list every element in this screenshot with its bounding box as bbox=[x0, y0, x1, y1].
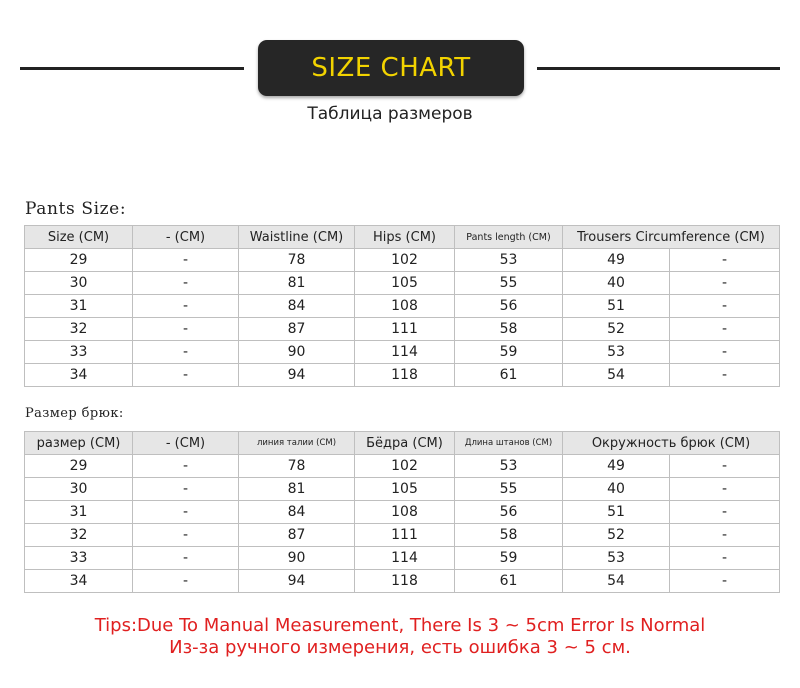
table-cell: 51 bbox=[563, 295, 670, 318]
table-row bbox=[25, 547, 780, 570]
table-cell: - bbox=[670, 570, 780, 593]
header-cell: - (CM) bbox=[133, 432, 239, 455]
table-cell: - bbox=[133, 364, 239, 387]
table-cell: - bbox=[670, 341, 780, 364]
table-row bbox=[25, 295, 780, 318]
table-cell: - bbox=[670, 249, 780, 272]
table-cell: - bbox=[670, 318, 780, 341]
table-cell: 78 bbox=[239, 249, 355, 272]
table-cell: 32 bbox=[25, 524, 133, 547]
table-cell: 105 bbox=[355, 272, 455, 295]
table-cell: 53 bbox=[455, 455, 563, 478]
table-cell: - bbox=[133, 249, 239, 272]
table-row bbox=[25, 501, 780, 524]
pants-size-ru-table bbox=[24, 431, 780, 593]
table-cell: 29 bbox=[25, 249, 133, 272]
table-cell: 49 bbox=[563, 455, 670, 478]
table-cell: 118 bbox=[355, 570, 455, 593]
table-cell: 114 bbox=[355, 341, 455, 364]
table-cell: 94 bbox=[239, 570, 355, 593]
tips-russian: Из-за ручного измерения, есть ошибка 3 ~ 5 см. bbox=[169, 637, 631, 658]
page-subtitle: Таблица размеров bbox=[307, 104, 473, 124]
table-cell: 54 bbox=[563, 364, 670, 387]
table-cell: - bbox=[670, 478, 780, 501]
header-cell: Waistline (CM) bbox=[239, 226, 355, 249]
table-cell: 78 bbox=[239, 455, 355, 478]
header-cell: Trousers Circumference (CM) bbox=[563, 226, 780, 249]
table-cell: 40 bbox=[563, 272, 670, 295]
table-cell: - bbox=[670, 501, 780, 524]
table-cell: 118 bbox=[355, 364, 455, 387]
table-cell: 111 bbox=[355, 524, 455, 547]
table-cell: - bbox=[133, 478, 239, 501]
table-cell: 84 bbox=[239, 295, 355, 318]
table-cell: 90 bbox=[239, 547, 355, 570]
table-cell: 111 bbox=[355, 318, 455, 341]
table-cell: - bbox=[133, 524, 239, 547]
header-cell: Окружность брюк (CM) bbox=[563, 432, 780, 455]
table-cell: 30 bbox=[25, 478, 133, 501]
table-header-row bbox=[25, 226, 780, 249]
page-title: SIZE CHART bbox=[311, 53, 471, 83]
table-cell: 105 bbox=[355, 478, 455, 501]
pants-size-table bbox=[24, 225, 780, 387]
header-cell: Pants length (CM) bbox=[455, 226, 563, 249]
header-cell: Длина штанов (CM) bbox=[455, 432, 563, 455]
table-cell: 102 bbox=[355, 455, 455, 478]
title-badge bbox=[258, 40, 524, 96]
table-cell: 33 bbox=[25, 547, 133, 570]
table-cell: - bbox=[133, 501, 239, 524]
table-cell: 31 bbox=[25, 501, 133, 524]
table-cell: 58 bbox=[455, 318, 563, 341]
table-cell: 59 bbox=[455, 341, 563, 364]
table-cell: 108 bbox=[355, 295, 455, 318]
table-cell: 81 bbox=[239, 272, 355, 295]
table-cell: 52 bbox=[563, 318, 670, 341]
table-cell: 61 bbox=[455, 364, 563, 387]
table-cell: - bbox=[133, 547, 239, 570]
pants-size-title: Pants Size: bbox=[25, 199, 127, 219]
table-cell: - bbox=[670, 272, 780, 295]
table-cell: - bbox=[133, 272, 239, 295]
table-cell: 55 bbox=[455, 272, 563, 295]
table-cell: 90 bbox=[239, 341, 355, 364]
header-cell: Hips (CM) bbox=[355, 226, 455, 249]
tips-english: Tips:Due To Manual Measurement, There Is 3 ~ 5cm Error Is Normal bbox=[94, 615, 706, 636]
header-cell: размер (CM) bbox=[25, 432, 133, 455]
table-cell: 102 bbox=[355, 249, 455, 272]
table-cell: 54 bbox=[563, 570, 670, 593]
table-row bbox=[25, 478, 780, 501]
table-cell: - bbox=[670, 524, 780, 547]
table-cell: 56 bbox=[455, 295, 563, 318]
table-cell: 32 bbox=[25, 318, 133, 341]
table-cell: 87 bbox=[239, 318, 355, 341]
table-cell: 58 bbox=[455, 524, 563, 547]
table-cell: 49 bbox=[563, 249, 670, 272]
header-rule-left bbox=[20, 67, 244, 70]
table-cell: - bbox=[133, 318, 239, 341]
header-cell: - (CM) bbox=[133, 226, 239, 249]
table-row bbox=[25, 570, 780, 593]
table-cell: - bbox=[133, 341, 239, 364]
table-cell: 53 bbox=[563, 547, 670, 570]
table-cell: - bbox=[670, 364, 780, 387]
table-cell: 55 bbox=[455, 478, 563, 501]
table-cell: 31 bbox=[25, 295, 133, 318]
table-cell: - bbox=[670, 455, 780, 478]
table-cell: 84 bbox=[239, 501, 355, 524]
table-cell: 30 bbox=[25, 272, 133, 295]
table-row bbox=[25, 455, 780, 478]
table-cell: 114 bbox=[355, 547, 455, 570]
table-row bbox=[25, 318, 780, 341]
table-cell: 52 bbox=[563, 524, 670, 547]
table-row bbox=[25, 524, 780, 547]
table-cell: 34 bbox=[25, 364, 133, 387]
table-cell: - bbox=[133, 570, 239, 593]
table-cell: - bbox=[670, 295, 780, 318]
table-cell: 33 bbox=[25, 341, 133, 364]
table-cell: 53 bbox=[563, 341, 670, 364]
table-cell: - bbox=[133, 295, 239, 318]
table-header-row bbox=[25, 432, 780, 455]
table-row bbox=[25, 341, 780, 364]
table-cell: 40 bbox=[563, 478, 670, 501]
table-cell: - bbox=[670, 547, 780, 570]
table-cell: 56 bbox=[455, 501, 563, 524]
table-cell: 81 bbox=[239, 478, 355, 501]
table-cell: 108 bbox=[355, 501, 455, 524]
table-cell: 34 bbox=[25, 570, 133, 593]
header-cell: Size (CM) bbox=[25, 226, 133, 249]
header-cell: линия талии (CM) bbox=[239, 432, 355, 455]
table-cell: 61 bbox=[455, 570, 563, 593]
table-cell: 94 bbox=[239, 364, 355, 387]
table-cell: 51 bbox=[563, 501, 670, 524]
header-rule-right bbox=[537, 67, 780, 70]
table-cell: 59 bbox=[455, 547, 563, 570]
pants-size-ru-title: Размер брюк: bbox=[25, 406, 124, 421]
table-cell: 87 bbox=[239, 524, 355, 547]
table-row bbox=[25, 249, 780, 272]
table-row bbox=[25, 272, 780, 295]
table-row bbox=[25, 364, 780, 387]
table-cell: 29 bbox=[25, 455, 133, 478]
header-cell: Бёдра (CM) bbox=[355, 432, 455, 455]
table-cell: - bbox=[133, 455, 239, 478]
table-cell: 53 bbox=[455, 249, 563, 272]
